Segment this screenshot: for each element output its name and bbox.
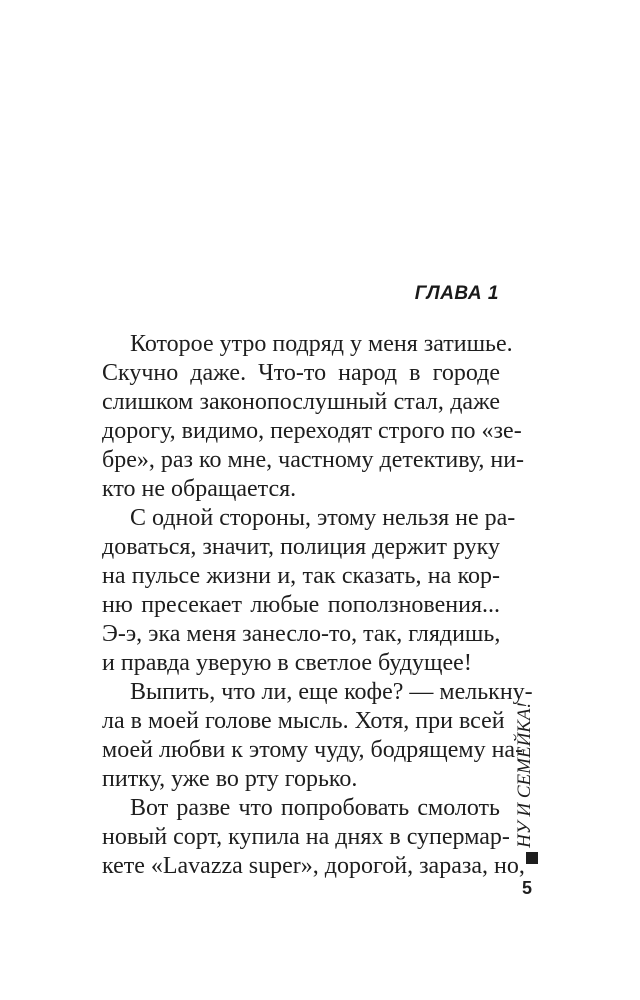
text-line: Э-э, эка меня занесло-то, так, глядишь, (102, 621, 501, 647)
text-line: питку, уже во рту горько. (102, 766, 358, 792)
text-line: Вот разве что попробовать смолоть (130, 795, 500, 821)
running-head (510, 700, 540, 850)
paragraph-2 (102, 504, 516, 678)
square-bullet-icon (526, 852, 538, 864)
text-line: слишком законопослушный стал, даже (102, 389, 500, 415)
text-line: Которое утро подряд у меня затишье. (130, 331, 513, 357)
text-line: кете «Lavazza super», дорогой, зараза, но, (102, 853, 525, 879)
page-number: 5 (522, 878, 533, 898)
running-head-title: НУ И СЕМЕЙКА! (514, 702, 535, 848)
text-line: моей любви к этому чуду, бодрящему на- (102, 737, 524, 763)
paragraph-1 (102, 330, 525, 504)
chapter-heading: ГЛАВА 1 (414, 283, 499, 304)
text-line: С одной стороны, этому нельзя не ра- (130, 505, 516, 531)
paragraph-4 (102, 794, 525, 881)
text-line: бре», раз ко мне, частному детективу, ни- (102, 447, 525, 473)
text-line: ла в моей голове мысль. Хотя, при всей (102, 708, 505, 734)
text-line: новый сорт, купила на днях в супермар- (102, 824, 510, 850)
text-line: и правда уверую в светлое будущее! (102, 650, 472, 676)
text-line: Скучно даже. Что-то народ в городе (102, 360, 500, 386)
text-line: дорогу, видимо, переходят строго по «зе- (102, 418, 522, 444)
text-line: ню пресекает любые поползновения... (102, 592, 500, 618)
text-line: Выпить, что ли, еще кофе? — мелькну- (130, 679, 533, 705)
text-line: кто не обращается. (102, 476, 297, 502)
text-line: доваться, значит, полиция держит руку (102, 534, 500, 560)
text-line: на пульсе жизни и, так сказать, на кор- (102, 563, 500, 589)
